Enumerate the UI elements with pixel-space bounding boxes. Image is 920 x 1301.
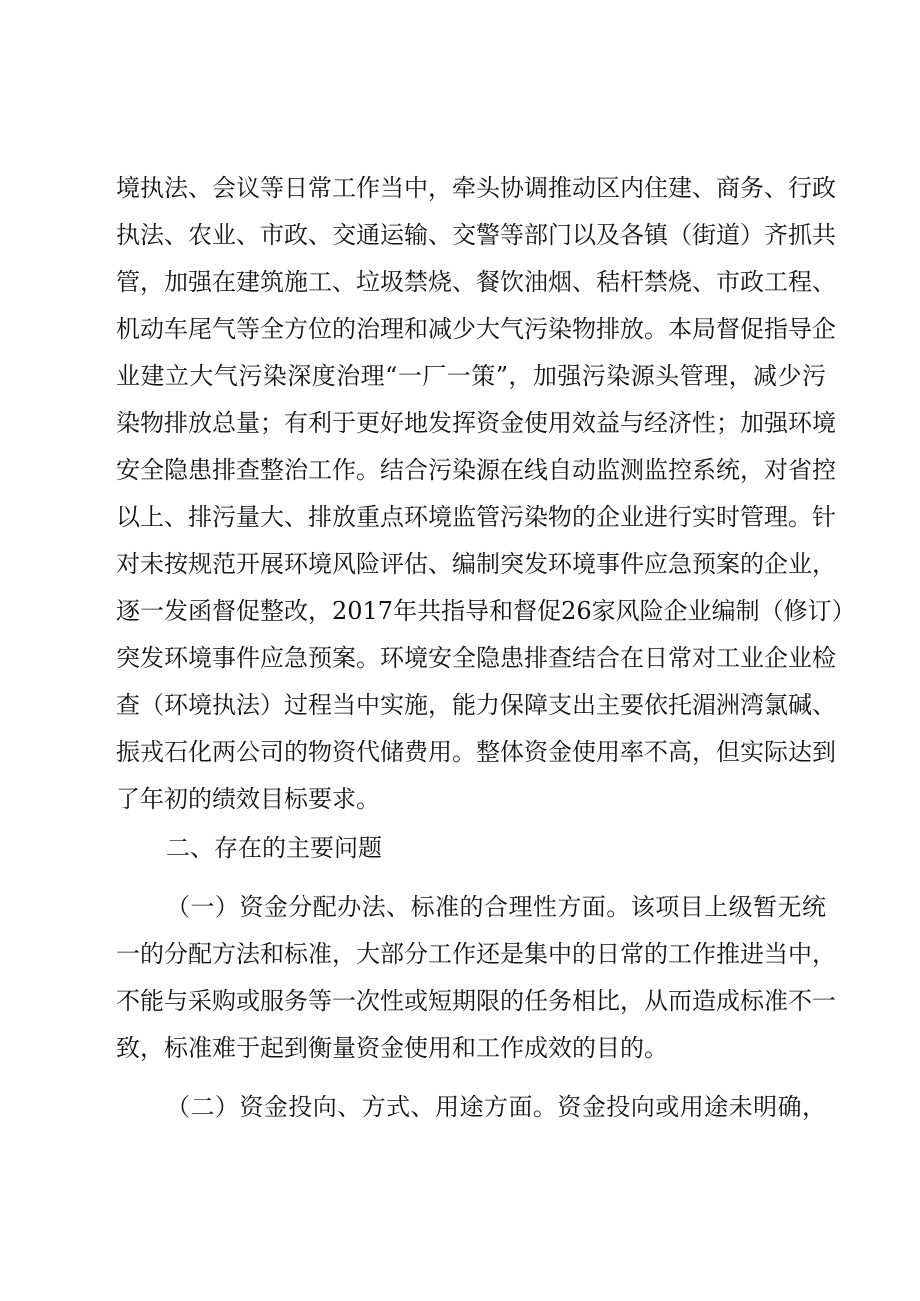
document-body bbox=[116, 165, 856, 1131]
text-line: 逐一发函督促整改，2017年共指导和督促26家风险企业编制（修订） bbox=[116, 597, 856, 625]
text-line: 执法、农业、市政、交通运输、交警等部门以及各镇（街道）齐抓共 bbox=[116, 221, 836, 249]
text-line: 致，标准难于起到衡量资金使用和工作成效的目的。 bbox=[116, 1034, 668, 1062]
text-line: 境执法、会议等日常工作当中，牵头协调推动区内住建、商务、行政 bbox=[116, 174, 836, 202]
text-line: 安全隐患排查整治工作。结合污染源在线自动监测监控系统，对省控 bbox=[116, 456, 836, 484]
section-heading-main-problems: 二、存在的主要问题 bbox=[166, 834, 382, 862]
text-line: （一）资金分配办法、标准的合理性方面。该项目上级暂无统 bbox=[166, 893, 826, 921]
text-line: 管，加强在建筑施工、垃圾禁烧、餐饮油烟、秸杆禁烧、市政工程、 bbox=[116, 268, 836, 296]
spacer bbox=[116, 872, 826, 884]
paragraph-fund-allocation bbox=[116, 884, 836, 1072]
paragraph-fund-direction bbox=[116, 1084, 826, 1131]
text-line: 机动车尾气等全方位的治理和减少大气污染物排放。本局督促指导企 bbox=[116, 315, 836, 343]
text-line: 查（环境执法）过程当中实施，能力保障支出主要依托湄洲湾氯碱、 bbox=[116, 691, 836, 719]
text-line: 以上、排污量大、排放重点环境监管污染物的企业进行实时管理。针 bbox=[116, 503, 836, 531]
text-line: 振戎石化两公司的物资代储费用。整体资金使用率不高，但实际达到 bbox=[116, 738, 836, 766]
text-line: 对未按规范开展环境风险评估、编制突发环境事件应急预案的企业， bbox=[116, 550, 836, 578]
text-line: 突发环境事件应急预案。环境安全隐患排查结合在日常对工业企业检 bbox=[116, 644, 836, 672]
text-line: 染物排放总量；有利于更好地发挥资金使用效益与经济性；加强环境 bbox=[116, 409, 836, 437]
text-line: 不能与采购或服务等一次性或短期限的任务相比，从而造成标准不一 bbox=[116, 987, 836, 1015]
spacer bbox=[116, 1072, 826, 1084]
paragraph-budget-performance bbox=[116, 165, 856, 823]
text-line: 业建立大气污染深度治理“一厂一策”，加强污染源头管理，减少污 bbox=[116, 362, 826, 390]
text-line: 一的分配方法和标准，大部分工作还是集中的日常的工作推进当中， bbox=[116, 940, 836, 968]
text-line: 了年初的绩效目标要求。 bbox=[116, 785, 380, 813]
text-line: （二）资金投向、方式、用途方面。资金投向或用途未明确， bbox=[166, 1093, 826, 1121]
